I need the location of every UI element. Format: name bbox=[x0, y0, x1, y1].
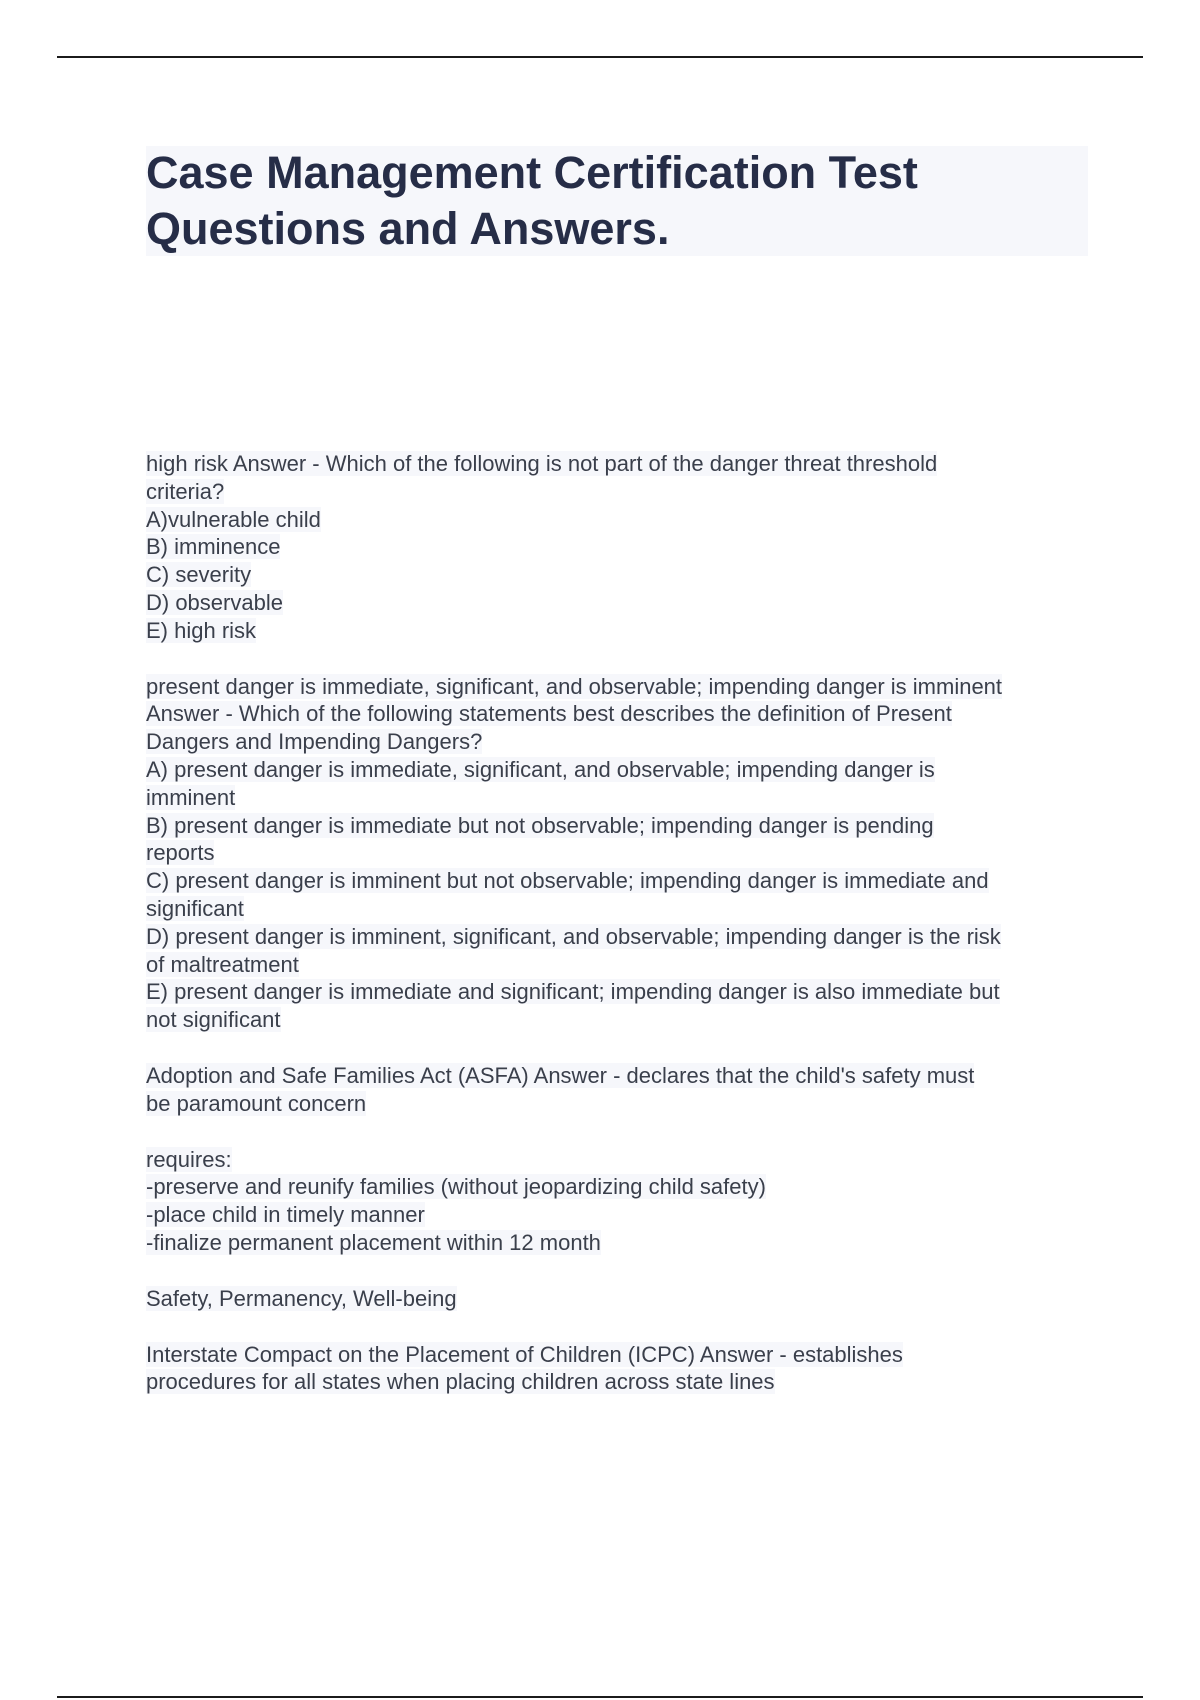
answer-option: significant bbox=[146, 895, 244, 921]
answer-option: of maltreatment bbox=[146, 951, 299, 977]
list-item: -finalize permanent placement within 12 month bbox=[146, 1229, 601, 1255]
answer-option: D) observable bbox=[146, 589, 283, 615]
list-item: -preserve and reunify families (without jeopardizing child safety) bbox=[146, 1174, 766, 1200]
answer-option: A)vulnerable child bbox=[146, 506, 321, 532]
answer-option: D) present danger is imminent, significant, and observable; impending danger is the risk bbox=[146, 923, 1001, 949]
qa-block-present-impending-danger bbox=[146, 673, 1106, 1034]
list-item: -place child in timely manner bbox=[146, 1202, 425, 1228]
text-line: procedures for all states when placing children across state lines bbox=[146, 1369, 775, 1395]
text-line: requires: bbox=[146, 1146, 232, 1172]
top-rule bbox=[57, 56, 1143, 58]
text-line: Dangers and Impending Dangers? bbox=[146, 729, 483, 755]
qa-block-asfa-requires bbox=[146, 1146, 1106, 1257]
answer-option: A) present danger is immediate, significant, and observable; impending danger is bbox=[146, 756, 935, 782]
text-line: criteria? bbox=[146, 478, 225, 504]
text-line: Answer - Which of the following statements best describes the definition of Present bbox=[146, 701, 952, 727]
text-line: Adoption and Safe Families Act (ASFA) Answer - declares that the child's safety must bbox=[146, 1062, 975, 1088]
answer-option: C) present danger is imminent but not observable; impending danger is immediate and bbox=[146, 868, 989, 894]
qa-block-safety-permanency bbox=[146, 1285, 1106, 1313]
answer-option: C) severity bbox=[146, 562, 252, 588]
document-body bbox=[146, 450, 1106, 1424]
answer-option: B) imminence bbox=[146, 534, 281, 560]
qa-block-icpc bbox=[146, 1341, 1106, 1397]
title-line-1: Case Management Certification Test bbox=[146, 147, 918, 198]
document-title bbox=[146, 146, 1088, 256]
text-line: Interstate Compact on the Placement of Children (ICPC) Answer - establishes bbox=[146, 1341, 903, 1367]
text-line: Safety, Permanency, Well-being bbox=[146, 1285, 457, 1311]
answer-option: E) high risk bbox=[146, 617, 257, 643]
qa-block-asfa bbox=[146, 1062, 1106, 1118]
answer-option: imminent bbox=[146, 784, 236, 810]
answer-option: B) present danger is immediate but not observable; impending danger is pending bbox=[146, 812, 934, 838]
title-line-2: Questions and Answers. bbox=[146, 203, 670, 254]
bottom-rule bbox=[57, 1696, 1143, 1698]
answer-option: not significant bbox=[146, 1007, 281, 1033]
text-line: present danger is immediate, significant, and observable; impending danger is imminent bbox=[146, 673, 1003, 699]
answer-option: reports bbox=[146, 840, 215, 866]
text-line: be paramount concern bbox=[146, 1090, 367, 1116]
qa-block-danger-threshold bbox=[146, 450, 1106, 645]
answer-option: E) present danger is immediate and significant; impending danger is also immediate but bbox=[146, 979, 1000, 1005]
text-line: high risk Answer - Which of the following is not part of the danger threat threshold bbox=[146, 451, 938, 476]
